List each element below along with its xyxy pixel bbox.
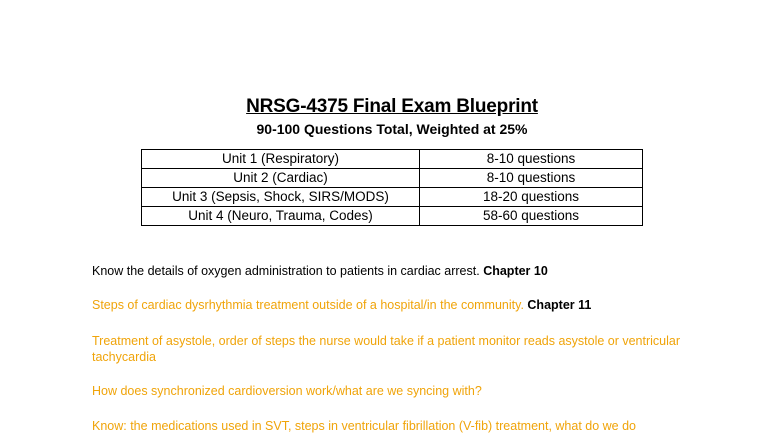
- unit-cell: Unit 2 (Cardiac): [142, 169, 420, 188]
- questions-cell: 58-60 questions: [420, 207, 643, 226]
- questions-cell: 8-10 questions: [420, 150, 643, 169]
- study-item-cardioversion: [92, 383, 692, 399]
- questions-cell: 8-10 questions: [420, 169, 643, 188]
- item-text: Know: the medications used in SVT, steps in ventricular fibrillation (V-fib) treatment, what do we do: [92, 419, 637, 433]
- chapter-ref: Chapter 10: [483, 264, 548, 278]
- item-text: How does synchronized cardioversion work/what are we syncing with?: [92, 384, 482, 398]
- questions-cell: 18-20 questions: [420, 188, 643, 207]
- study-item-oxygen: [92, 263, 692, 279]
- study-item-svt: [92, 418, 712, 434]
- blueprint-table: [141, 149, 643, 226]
- item-text: Know the details of oxygen administration to patients in cardiac arrest.: [92, 264, 484, 278]
- item-text: Treatment of asystole, order of steps the nurse would take if a patient monitor reads asystole or ventricular tachycardia: [92, 334, 681, 364]
- unit-cell: Unit 3 (Sepsis, Shock, SIRS/MODS): [142, 188, 420, 207]
- study-item-asystole: [92, 333, 692, 365]
- table-row: [142, 169, 643, 188]
- chapter-ref: Chapter 11: [527, 298, 592, 312]
- table-row: [142, 150, 643, 169]
- unit-cell: Unit 1 (Respiratory): [142, 150, 420, 169]
- table-row: [142, 188, 643, 207]
- study-item-dysrhythmia: [92, 297, 692, 313]
- document-subtitle: 90-100 Questions Total, Weighted at 25%: [256, 121, 528, 137]
- table-row: [142, 207, 643, 226]
- unit-cell: Unit 4 (Neuro, Trauma, Codes): [142, 207, 420, 226]
- document-title: NRSG-4375 Final Exam Blueprint: [246, 96, 538, 117]
- item-text: Steps of cardiac dysrhythmia treatment outside of a hospital/in the community.: [92, 298, 528, 312]
